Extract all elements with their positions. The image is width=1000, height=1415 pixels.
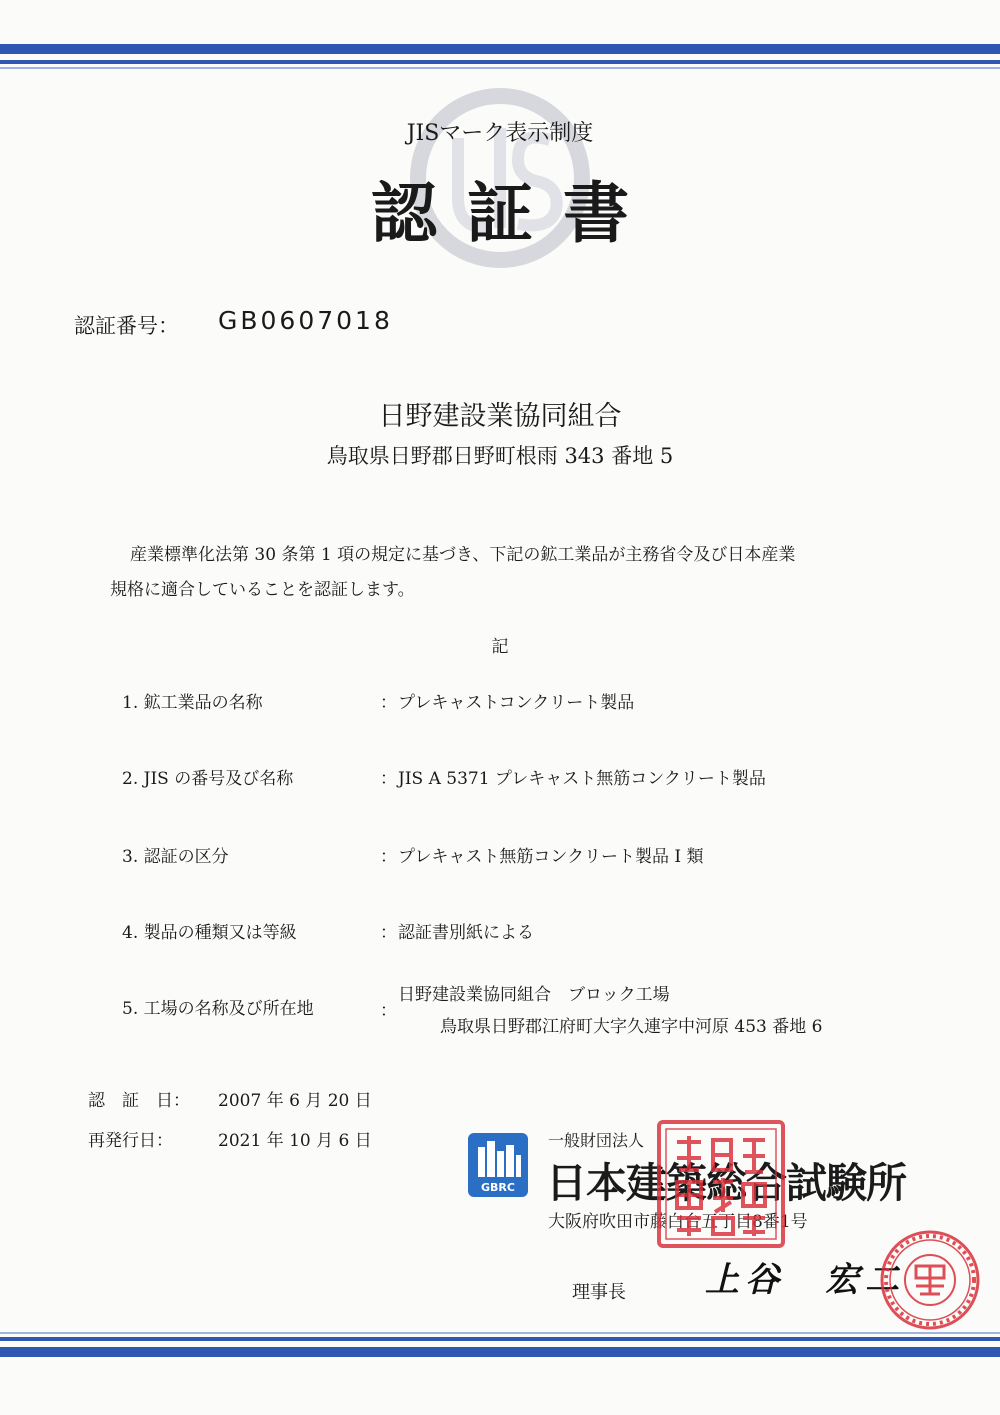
ki-heading: 記 — [491, 637, 509, 657]
certification-system: JISマーク表示制度 — [406, 121, 594, 146]
issuer-address: 大阪府吹田市藤白台五丁目8番1号 — [548, 1212, 808, 1232]
round-seal-icon — [878, 1228, 982, 1332]
certified-date-label: 認 証 日： — [88, 1091, 190, 1111]
item-colon: ： — [380, 847, 397, 867]
issuer-official-seal-icon — [655, 1118, 787, 1250]
item-label: 4. 製品の種類又は等級 — [122, 923, 297, 943]
representative-name: 上谷 宏二 — [705, 1260, 905, 1300]
bottom-border-thin-line — [0, 1332, 1000, 1334]
item-value: プレキャストコンクリート製品 — [398, 693, 635, 713]
top-border-line — [0, 60, 1000, 64]
certificate-title: 認証書 — [371, 174, 659, 252]
item-colon: ： — [380, 769, 397, 789]
top-border-band — [0, 44, 1000, 54]
gbrc-logo-icon — [468, 1133, 528, 1197]
certification-statement — [110, 538, 920, 608]
holder-address: 鳥取県日野郡日野町根雨 343 番地 5 — [326, 444, 674, 468]
item-value-address: 鳥取県日野郡江府町大字久連字中河原 453 番地 6 — [440, 1017, 823, 1037]
item-label: 3. 認証の区分 — [122, 847, 229, 867]
certificate-number-label: 認証番号： — [74, 314, 179, 338]
reissued-date-label: 再発行日： — [88, 1131, 173, 1151]
item-colon: ： — [380, 693, 397, 713]
certified-date-value: 2007 年 6 月 20 日 — [218, 1091, 372, 1111]
item-value: 日野建設業協同組合 ブロック工場 — [398, 985, 670, 1005]
item-value: 認証書別紙による — [398, 923, 534, 943]
item-label: 5. 工場の名称及び所在地 — [122, 999, 314, 1019]
reissued-date-value: 2021 年 10 月 6 日 — [218, 1131, 372, 1151]
representative-title: 理事長 — [572, 1282, 626, 1303]
item-value: JIS A 5371 プレキャスト無筋コンクリート製品 — [398, 769, 766, 789]
statement-line-1: 産業標準化法第 30 条第 1 項の規定に基づき、下記の鉱工業品が主務省令及び日本産業 — [130, 545, 796, 565]
item-label: 2. JIS の番号及び名称 — [122, 769, 294, 789]
item-value: プレキャスト無筋コンクリート製品 Ⅰ 類 — [398, 847, 704, 867]
bottom-border-line — [0, 1337, 1000, 1341]
issuer-name: 日本建築総合試験所 — [546, 1159, 906, 1207]
top-border-thin-line — [0, 67, 1000, 69]
item-label: 1. 鉱工業品の名称 — [122, 693, 263, 713]
item-colon: ： — [380, 1001, 397, 1021]
holder-name: 日野建設業協同組合 — [378, 401, 622, 432]
item-colon: ： — [380, 923, 397, 943]
bottom-border-band — [0, 1347, 1000, 1357]
issuer-corp-type: 一般財団法人 — [548, 1131, 645, 1150]
gbrc-logo-text: GBRC — [481, 1181, 515, 1194]
certificate-number-value: GB0607018 — [218, 306, 393, 335]
statement-line-2: 規格に適合していることを認証します。 — [110, 580, 415, 600]
